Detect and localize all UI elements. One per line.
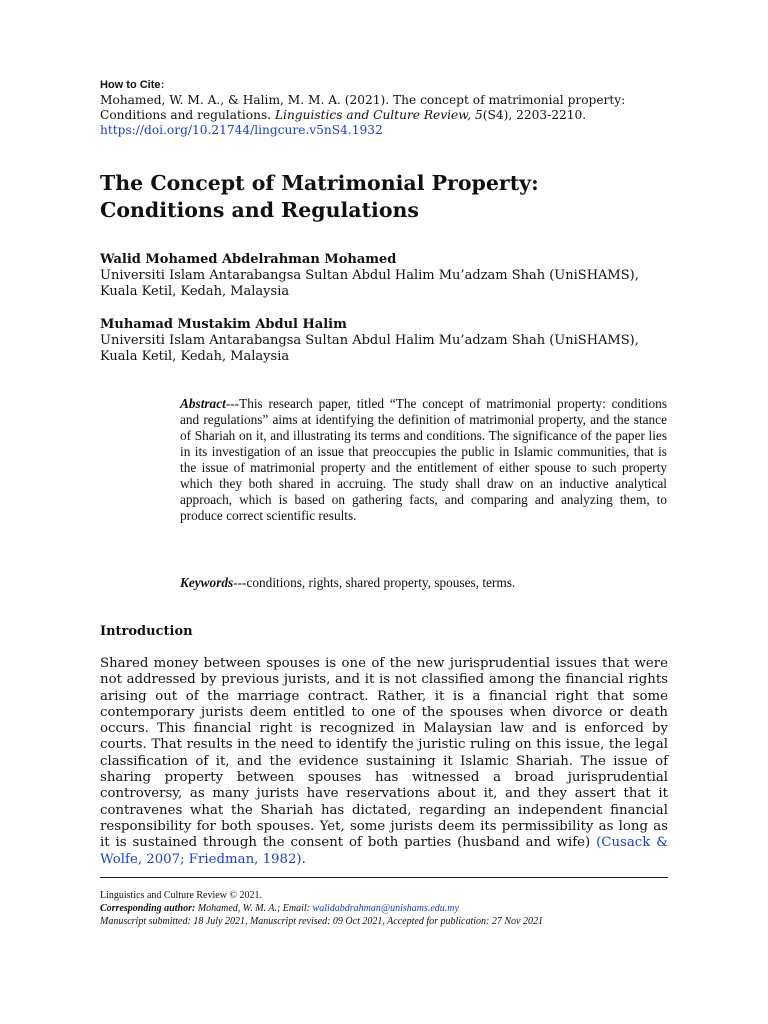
keywords-label: Keywords (180, 575, 234, 590)
author-location: Kuala Ketil, Kedah, Malaysia (100, 284, 290, 299)
title-line-2: Conditions and Regulations (100, 198, 419, 222)
email-link[interactable]: walidabdrahman@unishams.edu.my (312, 903, 459, 914)
journal-name: Linguistics and Culture Review, 5 (274, 108, 483, 122)
author-name: Walid Mohamed Abdelrahman Mohamed (100, 252, 397, 267)
paper-title (100, 170, 680, 224)
how-to-cite (100, 77, 670, 138)
introduction-text: Shared money between spouses is one of the new jurisprudential issues that were not addressed by previous jurists, and it is not classified among the financial rights arising out of the marriage contract. Rather, it is a financial right that some contemporary jurists deem entitled to one of the spouses when divorce or death occurs. This financial right is recognized in Malaysian law and is enforced by courts. That results in the need to identify the juristic ruling on this issue, the legal classification of it, and the evidence sustaining it Islamic Shariah. The issue of sharing property between spouses has witnessed a broad jurisprudential controversy, as many jurists have reservations about it, and they assert that it contravenes what the Shariah has dictated, regarding an independent financial responsibility for both spouses. Yet, some jurists deem its permissibility as long as it is sustained through the consent of both parties (husband and wife) (100, 656, 668, 851)
author-block (100, 252, 680, 300)
page-footer (100, 889, 700, 928)
footer-copyright: Linguistics and Culture Review © 2021. (100, 890, 263, 901)
introduction-paragraph: Shared money between spouses is one of the new jurisprudential issues that were not addressed by previous jurists, and it is not classified among the financial rights arising out of the marriage contract. Rather, it is a financial right that some contemporary jurists deem entitled to one of the spouses when divorce or death occurs. This financial right is recognized in Malaysian law and is enforced by courts. That results in the need to identify the juristic ruling on this issue, the legal classification of it, and the evidence sustaining it Islamic Shariah. The issue of sharing property between spouses has witnessed a broad jurisprudential controversy, as many jurists have reservations about it, and they assert that it contravenes what the Shariah has dictated, regarding an independent financial responsibility for both spouses. Yet, some jurists deem its permissibility as long as it is sustained through the consent of both parties (husband and wife) (Cusack & Wolfe, 2007; Friedman, 1982). (100, 656, 669, 867)
introduction-heading: Introduction (100, 624, 193, 639)
author-location: Kuala Ketil, Kedah, Malaysia (100, 349, 290, 364)
author-name: Muhamad Mustakim Abdul Halim (100, 317, 347, 332)
author-affiliation: Universiti Islam Antarabangsa Sultan Abdul Halim Mu’adzam Shah (UniSHAMS), (100, 268, 639, 283)
title-line-1: The Concept of Matrimonial Property: (100, 171, 539, 195)
abstract (180, 396, 667, 524)
keywords-text: ---conditions, rights, shared property, spouses, terms. (233, 575, 516, 590)
reference-link[interactable]: (Cusack & Wolfe, 2007; Friedman, 1982) (100, 835, 669, 867)
doi-link[interactable]: https://doi.org/10.21744/lingcure.v5nS4.1932 (100, 123, 383, 137)
abstract-text: ---This research paper, titled “The concept of matrimonial property: conditions and regulations” aims at identifying the definition of matrimonial property, and the stance of Shariah on it, and illustrating its terms and conditions. The significance of the paper lies in its investigation of an issue that preoccupies the public in Islamic communities, that is the issue of matrimonial property and the entitlement of either spouse to such property which they both shared in accruing. The study shall draw on an inductive analytical approach, which is based on gathering facts, and comparing and analyzing them, to produce correct scientific results. (180, 396, 667, 523)
author-block (100, 317, 680, 365)
citation-line-1: Mohamed, W. M. A., & Halim, M. M. A. (2021). The concept of matrimonial property: (100, 93, 626, 107)
how-to-cite-colon: : (160, 77, 165, 91)
how-to-cite-label: How to Cite (100, 79, 161, 91)
keywords (180, 575, 667, 591)
author-affiliation: Universiti Islam Antarabangsa Sultan Abdul Halim Mu’adzam Shah (UniSHAMS), (100, 333, 639, 348)
footer-manuscript-dates: Manuscript submitted: 18 July 2021, Manuscript revised: 09 Oct 2021, Accepted for publication: 27 Nov 2021 (100, 916, 543, 927)
abstract-label: Abstract (180, 396, 226, 411)
footer-corresponding-author: Corresponding author: Mohamed, W. M. A.; Email: walidabdrahman@unishams.edu.my (100, 903, 459, 914)
citation-line-2: Conditions and regulations. Linguistics and Culture Review, 5(S4), 2203-2210. (100, 108, 587, 122)
footer-divider (100, 877, 668, 878)
